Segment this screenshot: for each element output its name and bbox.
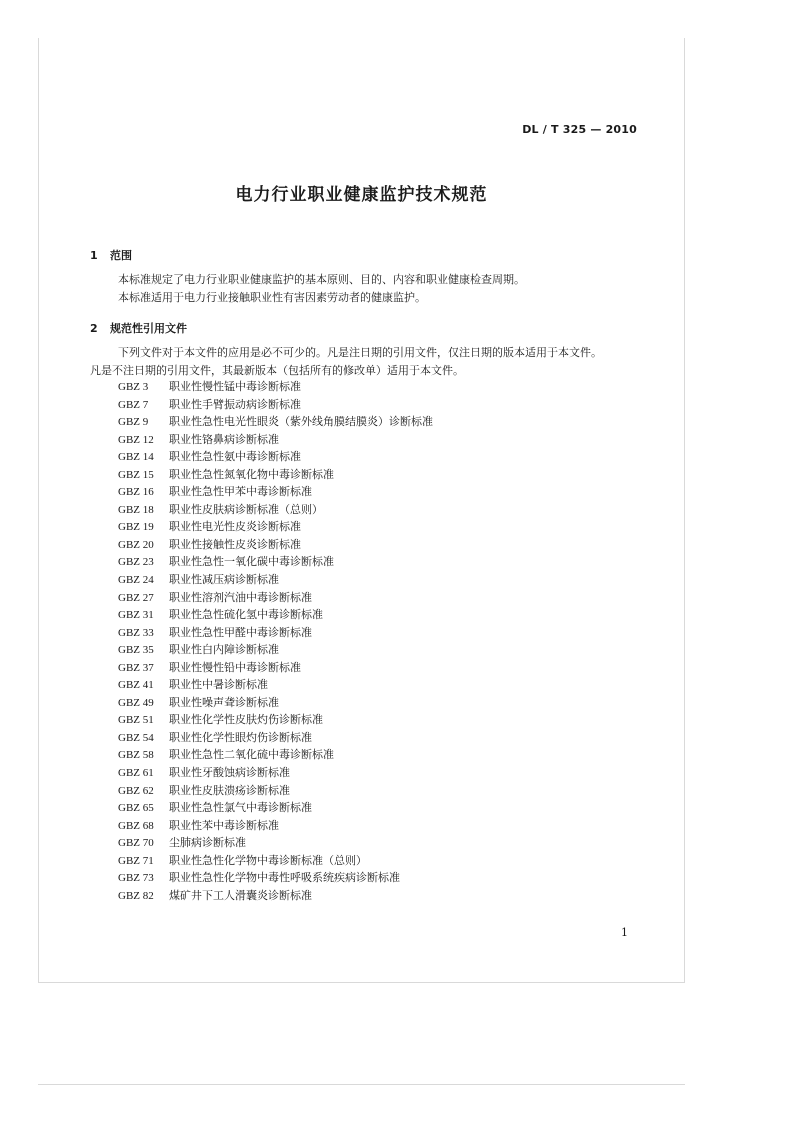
reference-title: 职业性急性氮氧化物中毒诊断标准: [169, 467, 334, 481]
reference-item: [118, 746, 433, 764]
reference-title: 职业性化学性皮肤灼伤诊断标准: [169, 713, 323, 727]
reference-title: 职业性接触性皮炎诊断标准: [169, 537, 301, 551]
reference-item: [118, 869, 433, 887]
reference-item: [118, 448, 433, 466]
reference-item: [118, 711, 433, 729]
reference-code: GBZ 27: [118, 591, 154, 604]
reference-code: GBZ 65: [118, 802, 154, 815]
reference-code: GBZ 41: [118, 679, 154, 692]
reference-title: 职业性苯中毒诊断标准: [169, 818, 279, 832]
reference-list: [118, 378, 433, 904]
reference-item: [118, 852, 433, 870]
reference-code: GBZ 82: [118, 889, 154, 902]
footer-divider: [38, 1084, 685, 1085]
reference-title: 职业性慢性铅中毒诊断标准: [169, 660, 301, 674]
section-2-intro-line-1: 下列文件对于本文件的应用是必不可少的。凡是注日期的引用文件，仅注日期的版本适用于本文件。: [118, 346, 602, 359]
section-1-paragraph-1: 本标准规定了电力行业职业健康监护的基本原则、目的、内容和职业健康检查周期。: [118, 273, 525, 286]
reference-item: [118, 641, 433, 659]
reference-item: [118, 887, 433, 905]
reference-code: GBZ 23: [118, 556, 154, 569]
reference-code: GBZ 73: [118, 872, 154, 885]
reference-item: [118, 624, 433, 642]
reference-title: 职业性急性甲醛中毒诊断标准: [169, 625, 312, 639]
reference-title: 职业性急性化学物中毒诊断标准（总则）: [169, 853, 367, 867]
reference-item: [118, 659, 433, 677]
reference-item: [118, 782, 433, 800]
reference-item: [118, 694, 433, 712]
reference-title: 职业性急性化学物中毒性呼吸系统疾病诊断标准: [169, 871, 400, 885]
document-title: 电力行业职业健康监护技术规范: [235, 185, 488, 205]
reference-code: GBZ 54: [118, 731, 154, 744]
reference-title: 职业性溶剂汽油中毒诊断标准: [169, 590, 312, 604]
section-number: 1: [90, 249, 98, 262]
reference-item: [118, 799, 433, 817]
reference-title: 职业性牙酸蚀病诊断标准: [169, 766, 290, 780]
reference-title: 职业性铬鼻病诊断标准: [169, 432, 279, 446]
section-title: 规范性引用文件: [110, 322, 187, 335]
reference-code: GBZ 35: [118, 644, 154, 657]
reference-item: [118, 431, 433, 449]
reference-item: [118, 413, 433, 431]
reference-code: GBZ 12: [118, 433, 154, 446]
reference-item: [118, 571, 433, 589]
reference-item: [118, 676, 433, 694]
reference-title: 职业性白内障诊断标准: [169, 643, 279, 657]
reference-code: GBZ 7: [118, 398, 149, 411]
reference-item: [118, 553, 433, 571]
document-code: DL / T 325 — 2010: [522, 123, 637, 136]
section-2-intro-line-2: 凡是不注日期的引用文件，其最新版本（包括所有的修改单）适用于本文件。: [90, 364, 464, 377]
reference-title: 职业性急性硫化氢中毒诊断标准: [169, 608, 323, 622]
reference-title: 职业性急性甲苯中毒诊断标准: [169, 485, 312, 499]
reference-item: [118, 483, 433, 501]
reference-code: GBZ 20: [118, 538, 154, 551]
reference-code: GBZ 18: [118, 503, 154, 516]
reference-code: GBZ 24: [118, 574, 154, 587]
reference-code: GBZ 15: [118, 468, 154, 481]
section-1-paragraph-2: 本标准适用于电力行业接触职业性有害因素劳动者的健康监护。: [118, 291, 426, 304]
reference-title: 职业性急性氯气中毒诊断标准: [169, 801, 312, 815]
reference-item: [118, 518, 433, 536]
reference-code: GBZ 71: [118, 854, 154, 867]
reference-code: GBZ 37: [118, 661, 154, 674]
section-1-heading: [90, 247, 132, 263]
reference-code: GBZ 51: [118, 714, 154, 727]
reference-title: 职业性中暑诊断标准: [169, 678, 268, 692]
reference-title: 职业性急性电光性眼炎（紫外线角膜结膜炎）诊断标准: [169, 415, 433, 429]
reference-title: 职业性噪声聋诊断标准: [169, 695, 279, 709]
reference-title: 煤矿井下工人滑囊炎诊断标准: [169, 888, 312, 902]
reference-item: [118, 396, 433, 414]
section-title: 范围: [110, 249, 132, 262]
reference-title: 职业性减压病诊断标准: [169, 573, 279, 587]
reference-title: 尘肺病诊断标准: [169, 836, 246, 850]
reference-title: 职业性化学性眼灼伤诊断标准: [169, 730, 312, 744]
reference-code: GBZ 9: [118, 416, 149, 429]
reference-code: GBZ 16: [118, 486, 154, 499]
reference-item: [118, 834, 433, 852]
reference-code: GBZ 70: [118, 837, 154, 850]
reference-item: [118, 589, 433, 607]
reference-title: 职业性皮肤病诊断标准（总则）: [169, 502, 323, 516]
reference-item: [118, 729, 433, 747]
reference-title: 职业性急性氨中毒诊断标准: [169, 450, 301, 464]
reference-item: [118, 606, 433, 624]
reference-code: GBZ 62: [118, 784, 154, 797]
reference-title: 职业性手臂振动病诊断标准: [169, 397, 301, 411]
reference-item: [118, 764, 433, 782]
reference-title: 职业性皮肤溃疡诊断标准: [169, 783, 290, 797]
reference-code: GBZ 3: [118, 381, 149, 393]
reference-item: [118, 536, 433, 554]
reference-item: [118, 378, 433, 396]
reference-code: GBZ 19: [118, 521, 154, 534]
reference-code: GBZ 58: [118, 749, 154, 762]
reference-code: GBZ 31: [118, 609, 154, 622]
reference-title: 职业性急性二氧化硫中毒诊断标准: [169, 748, 334, 762]
reference-item: [118, 466, 433, 484]
reference-title: 职业性电光性皮炎诊断标准: [169, 520, 301, 534]
reference-code: GBZ 14: [118, 451, 154, 464]
section-2-heading: [90, 320, 187, 336]
reference-title: 职业性急性一氧化碳中毒诊断标准: [169, 555, 334, 569]
page-number: 1: [621, 926, 628, 939]
reference-item: [118, 501, 433, 519]
reference-code: GBZ 68: [118, 819, 154, 832]
section-number: 2: [90, 322, 98, 335]
reference-title: 职业性慢性锰中毒诊断标准: [169, 380, 301, 393]
reference-code: GBZ 61: [118, 767, 154, 780]
page-border-bottom: [38, 982, 685, 983]
reference-code: GBZ 49: [118, 696, 154, 709]
reference-code: GBZ 33: [118, 626, 154, 639]
reference-item: [118, 817, 433, 835]
